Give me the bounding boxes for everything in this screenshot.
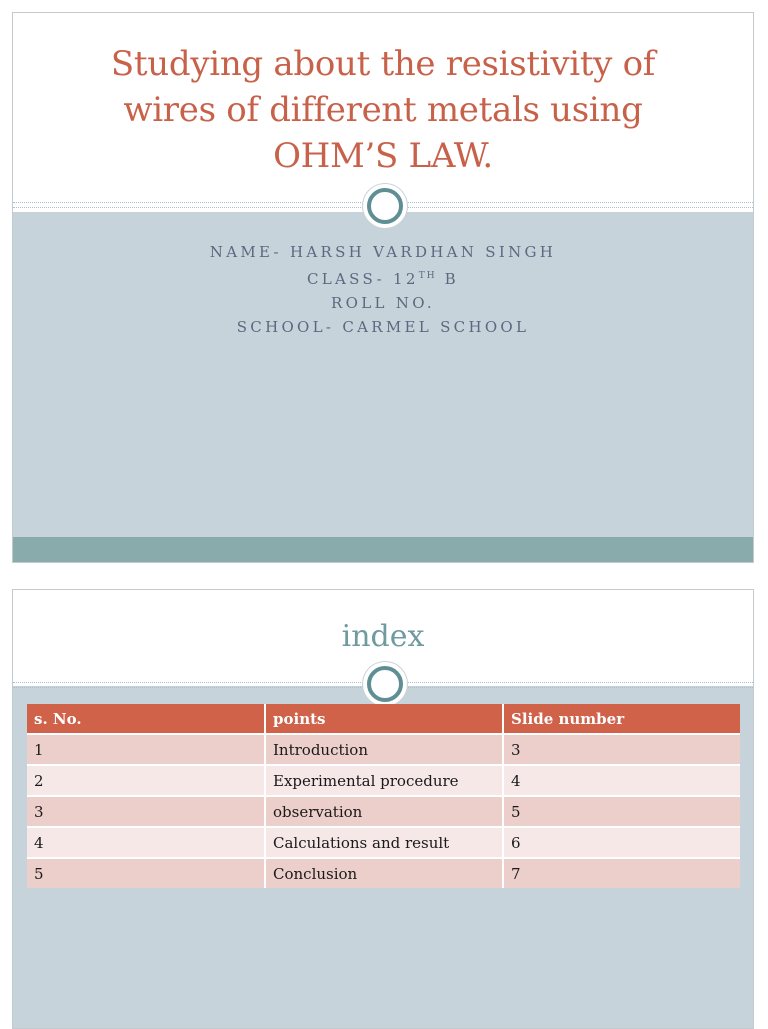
header-slide-number: Slide number — [503, 704, 740, 734]
student-class — [13, 264, 753, 291]
cell-point: Introduction — [265, 734, 503, 765]
cell-slide-number: 4 — [503, 765, 740, 796]
index-table — [27, 704, 740, 888]
slide-title — [13, 41, 753, 179]
slide-title-line: wires of different metals using — [123, 90, 643, 130]
cell-serial: 2 — [27, 765, 265, 796]
cell-serial: 5 — [27, 858, 265, 888]
cell-serial: 1 — [27, 734, 265, 765]
class-superscript: TH — [418, 271, 437, 281]
cell-slide-number: 7 — [503, 858, 740, 888]
header-points: points — [265, 704, 503, 734]
table-header-row — [27, 704, 740, 734]
cell-slide-number: 6 — [503, 827, 740, 858]
cell-point: observation — [265, 796, 503, 827]
cell-point: Conclusion — [265, 858, 503, 888]
table-row — [27, 858, 740, 888]
table-row — [27, 765, 740, 796]
table-row — [27, 734, 740, 765]
table-row — [27, 796, 740, 827]
title-slide — [12, 12, 754, 563]
student-name: NAME- HARSH VARDHAN SINGH — [209, 243, 557, 261]
class-suffix: B — [436, 270, 459, 288]
cell-serial: 4 — [27, 827, 265, 858]
slide-title-line: OHM’S LAW. — [273, 136, 493, 176]
class-prefix: CLASS- 12 — [307, 270, 419, 288]
index-slide — [12, 589, 754, 1029]
index-title: index — [341, 619, 425, 654]
footer-band — [13, 537, 753, 562]
roll-number: ROLL NO. — [331, 294, 435, 312]
header-serial-number: s. No. — [27, 704, 265, 734]
slide-title-line: Studying about the resistivity of — [110, 44, 656, 84]
table-row — [27, 827, 740, 858]
cell-slide-number: 3 — [503, 734, 740, 765]
circle-ornament-icon — [367, 666, 403, 702]
subtitle-block — [13, 240, 753, 339]
circle-ornament-icon — [367, 188, 403, 224]
school-name: SCHOOL- CARMEL SCHOOL — [236, 318, 530, 336]
cell-point: Calculations and result — [265, 827, 503, 858]
cell-serial: 3 — [27, 796, 265, 827]
cell-point: Experimental procedure — [265, 765, 503, 796]
cell-slide-number: 5 — [503, 796, 740, 827]
